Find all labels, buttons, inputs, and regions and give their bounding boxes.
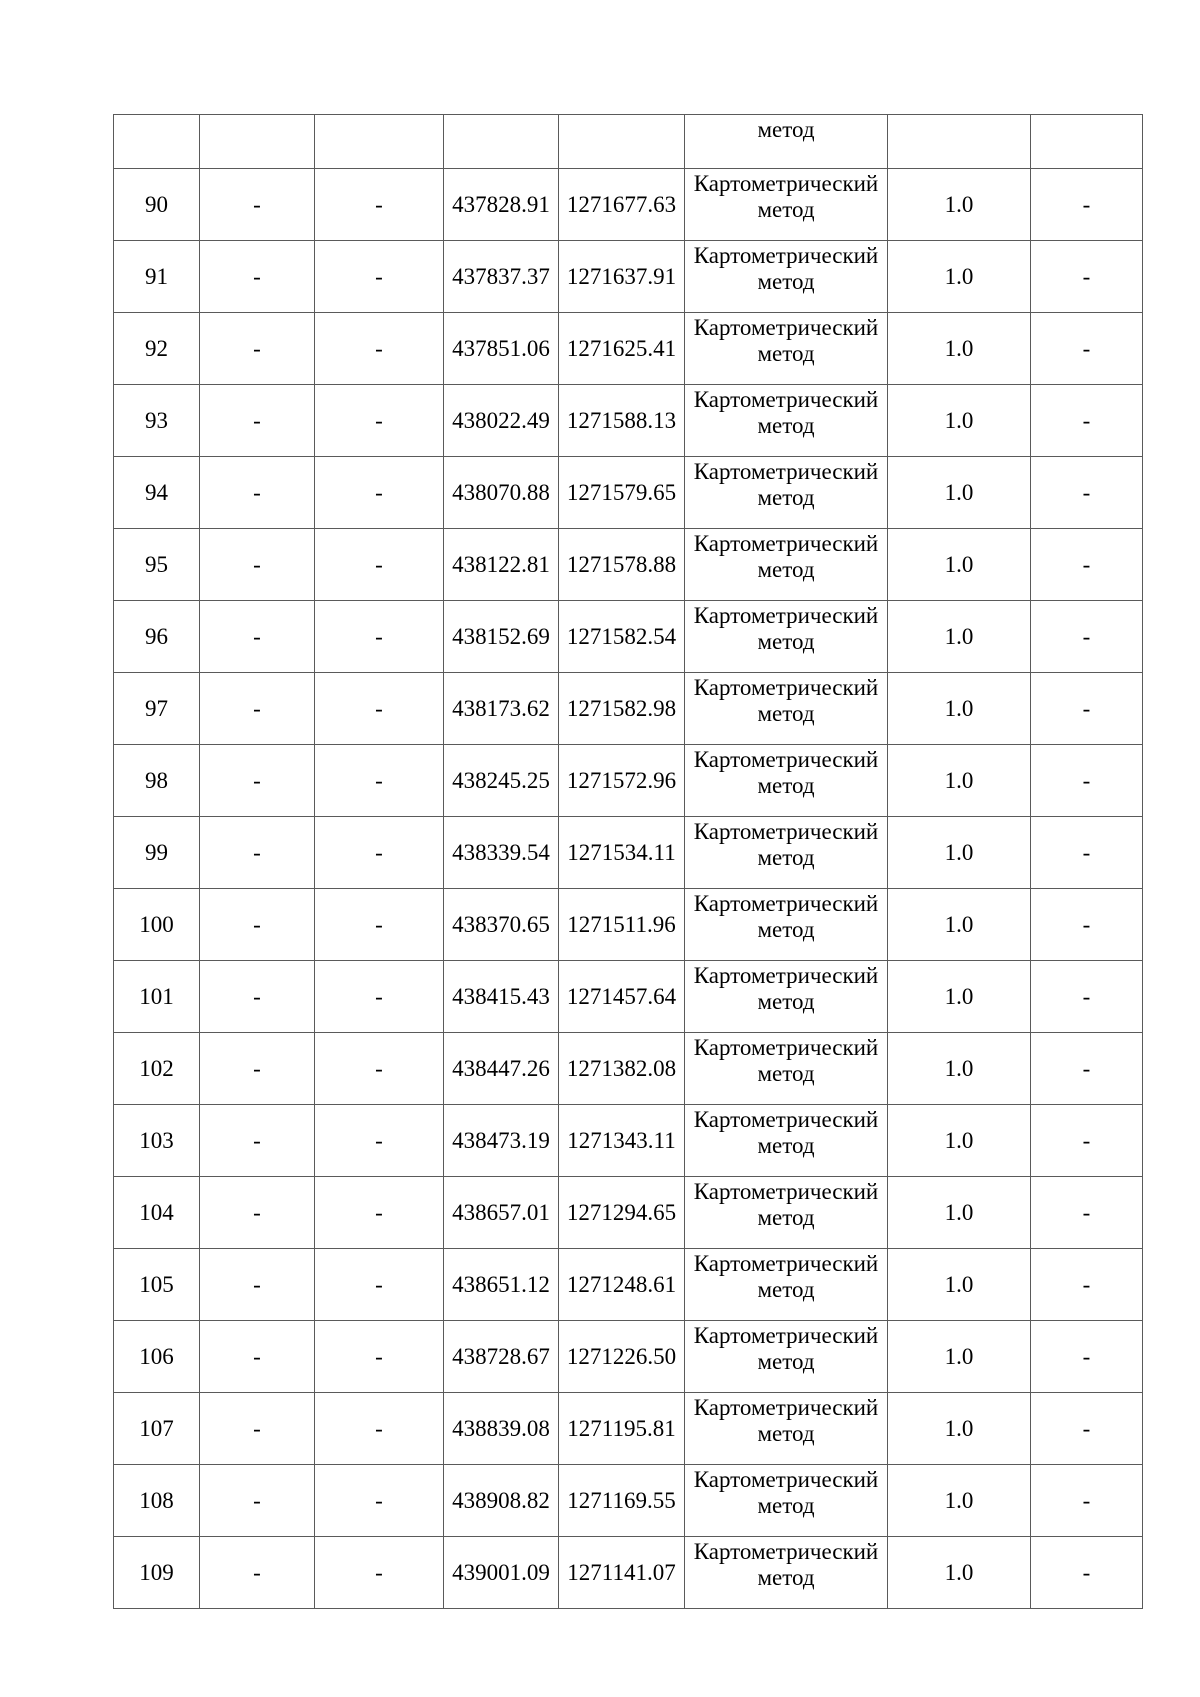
cell-method	[685, 241, 888, 313]
cell-y: 1271343.11	[559, 1105, 685, 1177]
cell-col8: -	[1031, 1177, 1143, 1249]
table-row	[114, 385, 1143, 457]
cell-method	[685, 673, 888, 745]
cell-y: 1271294.65	[559, 1177, 685, 1249]
cell-col8: -	[1031, 1465, 1143, 1537]
method-line-2: метод	[757, 1061, 815, 1086]
cell-accuracy: 1.0	[888, 1537, 1031, 1609]
continuation-row	[114, 115, 1143, 169]
method-line-1: Картометрический	[693, 963, 879, 988]
cell-col8: -	[1031, 673, 1143, 745]
cell-method	[685, 1321, 888, 1393]
table-row	[114, 1105, 1143, 1177]
cell-accuracy: 1.0	[888, 817, 1031, 889]
cell-col3: -	[315, 1321, 444, 1393]
cell-x: 438173.62	[444, 673, 559, 745]
cell-col3: -	[315, 457, 444, 529]
cell-method	[685, 817, 888, 889]
cell-method	[685, 1465, 888, 1537]
method-line-1: Картометрический	[693, 1107, 879, 1132]
cell-x: 437851.06	[444, 313, 559, 385]
cell-col8: -	[1031, 457, 1143, 529]
cell-accuracy: 1.0	[888, 961, 1031, 1033]
cell-y: 1271579.65	[559, 457, 685, 529]
cell-col2: -	[200, 673, 315, 745]
cell-col8: -	[1031, 817, 1143, 889]
cell-col8: -	[1031, 1393, 1143, 1465]
cell-num: 91	[114, 241, 200, 313]
cell-col2: -	[200, 457, 315, 529]
cell-x: 438839.08	[444, 1393, 559, 1465]
cell-col8: -	[1031, 385, 1143, 457]
table-row	[114, 241, 1143, 313]
cell-col2	[200, 115, 315, 169]
cell-col2: -	[200, 1321, 315, 1393]
cell-accuracy: 1.0	[888, 1465, 1031, 1537]
method-line: метод	[757, 117, 815, 142]
cell-col3: -	[315, 1249, 444, 1321]
cell-num: 97	[114, 673, 200, 745]
method-line-2: метод	[757, 629, 815, 654]
cell-method	[685, 529, 888, 601]
cell-method	[685, 115, 888, 169]
cell-y: 1271637.91	[559, 241, 685, 313]
cell-num: 107	[114, 1393, 200, 1465]
cell-num: 92	[114, 313, 200, 385]
cell-accuracy: 1.0	[888, 1321, 1031, 1393]
cell-x: 438728.67	[444, 1321, 559, 1393]
method-line-1: Картометрический	[693, 387, 879, 412]
method-line-2: метод	[757, 1493, 815, 1518]
method-line-1: Картометрический	[693, 1179, 879, 1204]
cell-col8: -	[1031, 1249, 1143, 1321]
cell-x: 438070.88	[444, 457, 559, 529]
cell-col2: -	[200, 745, 315, 817]
method-line-2: метод	[757, 341, 815, 366]
cell-col2: -	[200, 961, 315, 1033]
cell-col8: -	[1031, 241, 1143, 313]
cell-accuracy: 1.0	[888, 1249, 1031, 1321]
method-line-1: Картометрический	[693, 459, 879, 484]
cell-col2: -	[200, 169, 315, 241]
cell-col2: -	[200, 817, 315, 889]
cell-accuracy: 1.0	[888, 457, 1031, 529]
method-line-1: Картометрический	[693, 1395, 879, 1420]
cell-col2: -	[200, 1465, 315, 1537]
cell-col8	[1031, 115, 1143, 169]
cell-y: 1271582.98	[559, 673, 685, 745]
cell-col3: -	[315, 817, 444, 889]
cell-col2: -	[200, 1393, 315, 1465]
cell-num: 104	[114, 1177, 200, 1249]
table-row	[114, 961, 1143, 1033]
cell-y: 1271534.11	[559, 817, 685, 889]
cell-col3: -	[315, 313, 444, 385]
cell-num: 94	[114, 457, 200, 529]
cell-accuracy: 1.0	[888, 601, 1031, 673]
cell-method	[685, 601, 888, 673]
cell-num: 105	[114, 1249, 200, 1321]
cell-y: 1271457.64	[559, 961, 685, 1033]
method-line-2: метод	[757, 485, 815, 510]
method-line-2: метод	[757, 989, 815, 1014]
cell-col3	[315, 115, 444, 169]
table-row	[114, 313, 1143, 385]
cell-method	[685, 1105, 888, 1177]
cell-num: 102	[114, 1033, 200, 1105]
cell-accuracy: 1.0	[888, 1033, 1031, 1105]
cell-col2: -	[200, 889, 315, 961]
table-row	[114, 169, 1143, 241]
method-line-2: метод	[757, 1133, 815, 1158]
table-row	[114, 1249, 1143, 1321]
cell-y: 1271578.88	[559, 529, 685, 601]
cell-col8: -	[1031, 1033, 1143, 1105]
cell-col2: -	[200, 241, 315, 313]
cell-accuracy	[888, 115, 1031, 169]
cell-num: 96	[114, 601, 200, 673]
cell-x: 438651.12	[444, 1249, 559, 1321]
cell-col8: -	[1031, 1105, 1143, 1177]
method-line-1: Картометрический	[693, 1467, 879, 1492]
coordinates-table	[113, 114, 1143, 1609]
cell-col8: -	[1031, 313, 1143, 385]
method-line-2: метод	[757, 1277, 815, 1302]
table-row	[114, 1177, 1143, 1249]
cell-col2: -	[200, 529, 315, 601]
method-line-1: Картометрический	[693, 1251, 879, 1276]
cell-method	[685, 169, 888, 241]
table-row	[114, 673, 1143, 745]
cell-accuracy: 1.0	[888, 745, 1031, 817]
cell-method	[685, 313, 888, 385]
cell-y: 1271582.54	[559, 601, 685, 673]
method-line-1: Картометрический	[693, 315, 879, 340]
cell-x	[444, 115, 559, 169]
cell-y: 1271677.63	[559, 169, 685, 241]
method-line-1: Картометрический	[693, 891, 879, 916]
cell-method	[685, 385, 888, 457]
cell-col8: -	[1031, 1537, 1143, 1609]
cell-method	[685, 1177, 888, 1249]
cell-col3: -	[315, 673, 444, 745]
cell-x: 439001.09	[444, 1537, 559, 1609]
cell-col2: -	[200, 601, 315, 673]
cell-col8: -	[1031, 529, 1143, 601]
cell-col3: -	[315, 385, 444, 457]
cell-num: 108	[114, 1465, 200, 1537]
cell-x: 438473.19	[444, 1105, 559, 1177]
method-line-2: метод	[757, 701, 815, 726]
cell-col2: -	[200, 1105, 315, 1177]
cell-col3: -	[315, 1465, 444, 1537]
cell-method	[685, 457, 888, 529]
cell-col2: -	[200, 1537, 315, 1609]
cell-col2: -	[200, 313, 315, 385]
method-line-1: Картометрический	[693, 531, 879, 556]
cell-accuracy: 1.0	[888, 385, 1031, 457]
cell-x: 438245.25	[444, 745, 559, 817]
method-line-2: метод	[757, 197, 815, 222]
cell-num: 100	[114, 889, 200, 961]
cell-col3: -	[315, 1537, 444, 1609]
cell-accuracy: 1.0	[888, 1177, 1031, 1249]
cell-col8: -	[1031, 745, 1143, 817]
cell-x: 438415.43	[444, 961, 559, 1033]
cell-col8: -	[1031, 601, 1143, 673]
cell-col2: -	[200, 1177, 315, 1249]
cell-num: 95	[114, 529, 200, 601]
cell-accuracy: 1.0	[888, 169, 1031, 241]
method-line-2: метод	[757, 773, 815, 798]
cell-accuracy: 1.0	[888, 313, 1031, 385]
table-row	[114, 601, 1143, 673]
cell-num: 106	[114, 1321, 200, 1393]
cell-y: 1271169.55	[559, 1465, 685, 1537]
method-line-2: метод	[757, 1565, 815, 1590]
cell-x: 437828.91	[444, 169, 559, 241]
table-row	[114, 529, 1143, 601]
cell-y: 1271625.41	[559, 313, 685, 385]
table-row	[114, 1033, 1143, 1105]
method-line-1: Картометрический	[693, 1539, 879, 1564]
method-line-2: метод	[757, 1421, 815, 1446]
cell-accuracy: 1.0	[888, 529, 1031, 601]
cell-col3: -	[315, 889, 444, 961]
cell-y: 1271195.81	[559, 1393, 685, 1465]
method-line-1: Картометрический	[693, 603, 879, 628]
cell-num: 90	[114, 169, 200, 241]
cell-col8: -	[1031, 961, 1143, 1033]
cell-x: 438152.69	[444, 601, 559, 673]
method-line-1: Картометрический	[693, 243, 879, 268]
cell-col3: -	[315, 961, 444, 1033]
cell-method	[685, 1249, 888, 1321]
cell-accuracy: 1.0	[888, 241, 1031, 313]
table-row	[114, 745, 1143, 817]
method-line-2: метод	[757, 1205, 815, 1230]
table-row	[114, 1321, 1143, 1393]
cell-y: 1271226.50	[559, 1321, 685, 1393]
cell-col3: -	[315, 241, 444, 313]
method-line-1: Картометрический	[693, 1323, 879, 1348]
cell-x: 438339.54	[444, 817, 559, 889]
table-row	[114, 457, 1143, 529]
cell-col2: -	[200, 385, 315, 457]
cell-y: 1271382.08	[559, 1033, 685, 1105]
cell-method	[685, 889, 888, 961]
cell-col3: -	[315, 601, 444, 673]
cell-y: 1271141.07	[559, 1537, 685, 1609]
cell-num: 93	[114, 385, 200, 457]
cell-y: 1271248.61	[559, 1249, 685, 1321]
table-row	[114, 1537, 1143, 1609]
cell-col8: -	[1031, 889, 1143, 961]
cell-num: 98	[114, 745, 200, 817]
cell-col3: -	[315, 745, 444, 817]
cell-y: 1271588.13	[559, 385, 685, 457]
cell-y	[559, 115, 685, 169]
cell-x: 438447.26	[444, 1033, 559, 1105]
cell-x: 438370.65	[444, 889, 559, 961]
cell-col8: -	[1031, 169, 1143, 241]
cell-method	[685, 1537, 888, 1609]
cell-col3: -	[315, 1177, 444, 1249]
cell-num: 101	[114, 961, 200, 1033]
cell-col3: -	[315, 529, 444, 601]
method-line-1: Картометрический	[693, 1035, 879, 1060]
method-line-2: метод	[757, 1349, 815, 1374]
cell-col3: -	[315, 1033, 444, 1105]
cell-col3: -	[315, 1105, 444, 1177]
method-line-2: метод	[757, 917, 815, 942]
cell-method	[685, 1033, 888, 1105]
cell-num: 103	[114, 1105, 200, 1177]
cell-col3: -	[315, 1393, 444, 1465]
method-line-2: метод	[757, 557, 815, 582]
method-line-2: метод	[757, 845, 815, 870]
cell-x: 438022.49	[444, 385, 559, 457]
method-line-1: Картометрический	[693, 747, 879, 772]
table-row	[114, 1393, 1143, 1465]
cell-method	[685, 745, 888, 817]
cell-col3: -	[315, 169, 444, 241]
method-line-1: Картометрический	[693, 171, 879, 196]
method-line-1: Картометрический	[693, 819, 879, 844]
table-row	[114, 817, 1143, 889]
table-row	[114, 889, 1143, 961]
cell-col2: -	[200, 1033, 315, 1105]
cell-accuracy: 1.0	[888, 1393, 1031, 1465]
cell-col8: -	[1031, 1321, 1143, 1393]
cell-num: 109	[114, 1537, 200, 1609]
cell-accuracy: 1.0	[888, 673, 1031, 745]
table-body	[114, 115, 1143, 1609]
method-line-2: метод	[757, 269, 815, 294]
cell-accuracy: 1.0	[888, 1105, 1031, 1177]
cell-y: 1271572.96	[559, 745, 685, 817]
cell-x: 438908.82	[444, 1465, 559, 1537]
method-line-2: метод	[757, 413, 815, 438]
method-line-1: Картометрический	[693, 675, 879, 700]
table-row	[114, 1465, 1143, 1537]
cell-method	[685, 1393, 888, 1465]
cell-accuracy: 1.0	[888, 889, 1031, 961]
cell-col2: -	[200, 1249, 315, 1321]
cell-y: 1271511.96	[559, 889, 685, 961]
cell-x: 437837.37	[444, 241, 559, 313]
cell-num: 99	[114, 817, 200, 889]
cell-method	[685, 961, 888, 1033]
cell-num	[114, 115, 200, 169]
cell-x: 438122.81	[444, 529, 559, 601]
cell-x: 438657.01	[444, 1177, 559, 1249]
